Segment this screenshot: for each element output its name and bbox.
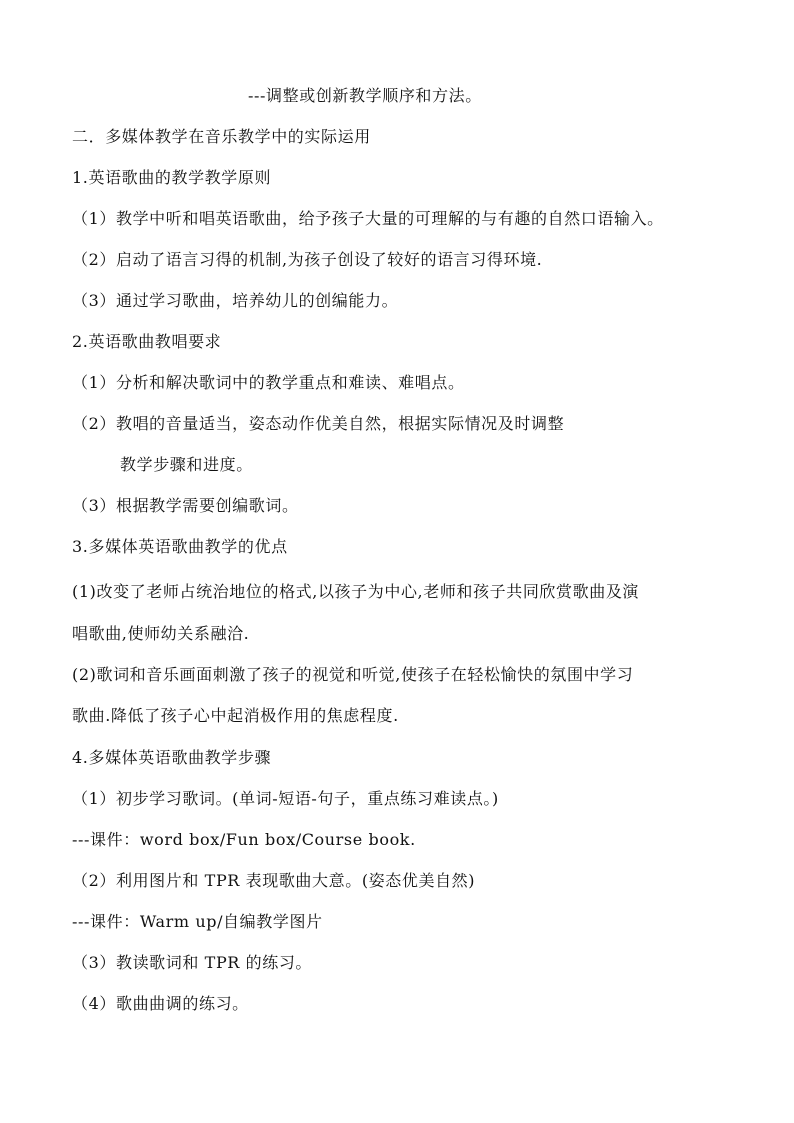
paragraph-line: (2)歌词和音乐画面刺激了孩子的视觉和听觉,使孩子在轻松愉快的氛围中学习 [72, 665, 634, 684]
paragraph-line: (1)改变了老师占统治地位的格式,以孩子为中心,老师和孩子共同欣赏歌曲及演 [72, 582, 640, 601]
subheading-4: 4.多媒体英语歌曲教学步骤 [72, 748, 272, 767]
list-item: （1）初步学习歌词。(单词-短语-句子，重点练习难读点。) [72, 789, 499, 808]
paragraph-line: 歌曲.降低了孩子心中起消极作用的焦虑程度. [72, 706, 399, 725]
list-item: （1）分析和解决歌词中的教学重点和难读、难唱点。 [72, 373, 465, 392]
subheading-1: 1.英语歌曲的教学教学原则 [72, 168, 272, 187]
courseware-line: ---课件：word box/Fun box/Course book. [72, 830, 416, 849]
text-line-method-note: ---调整或创新教学顺序和方法。 [248, 86, 482, 105]
list-item: （3）根据教学需要创编歌词。 [72, 496, 299, 515]
subheading-2: 2.英语歌曲教唱要求 [72, 332, 222, 351]
list-item: （3）通过学习歌曲，培养幼儿的创编能力。 [72, 291, 399, 310]
list-item-continuation: 教学步骤和进度。 [120, 455, 253, 474]
list-item: （2）利用图片和 TPR 表现歌曲大意。(姿态优美自然) [72, 871, 476, 890]
list-item: （4）歌曲曲调的练习。 [72, 994, 249, 1013]
list-item: （1）教学中听和唱英语歌曲，给予孩子大量的可理解的与有趣的自然口语输入。 [72, 209, 664, 228]
list-item: （2）教唱的音量适当，姿态动作优美自然，根据实际情况及时调整 [72, 414, 565, 433]
courseware-line: ---课件：Warm up/自编教学图片 [72, 912, 323, 931]
subheading-3: 3.多媒体英语歌曲教学的优点 [72, 537, 288, 556]
section-heading-2: 二．多媒体教学在音乐教学中的实际运用 [72, 127, 371, 146]
paragraph-line: 唱歌曲,使师幼关系融洽. [72, 624, 250, 643]
list-item: （2）启动了语言习得的机制,为孩子创设了较好的语言习得环境. [72, 250, 543, 269]
list-item: （3）教读歌词和 TPR 的练习。 [72, 953, 313, 972]
